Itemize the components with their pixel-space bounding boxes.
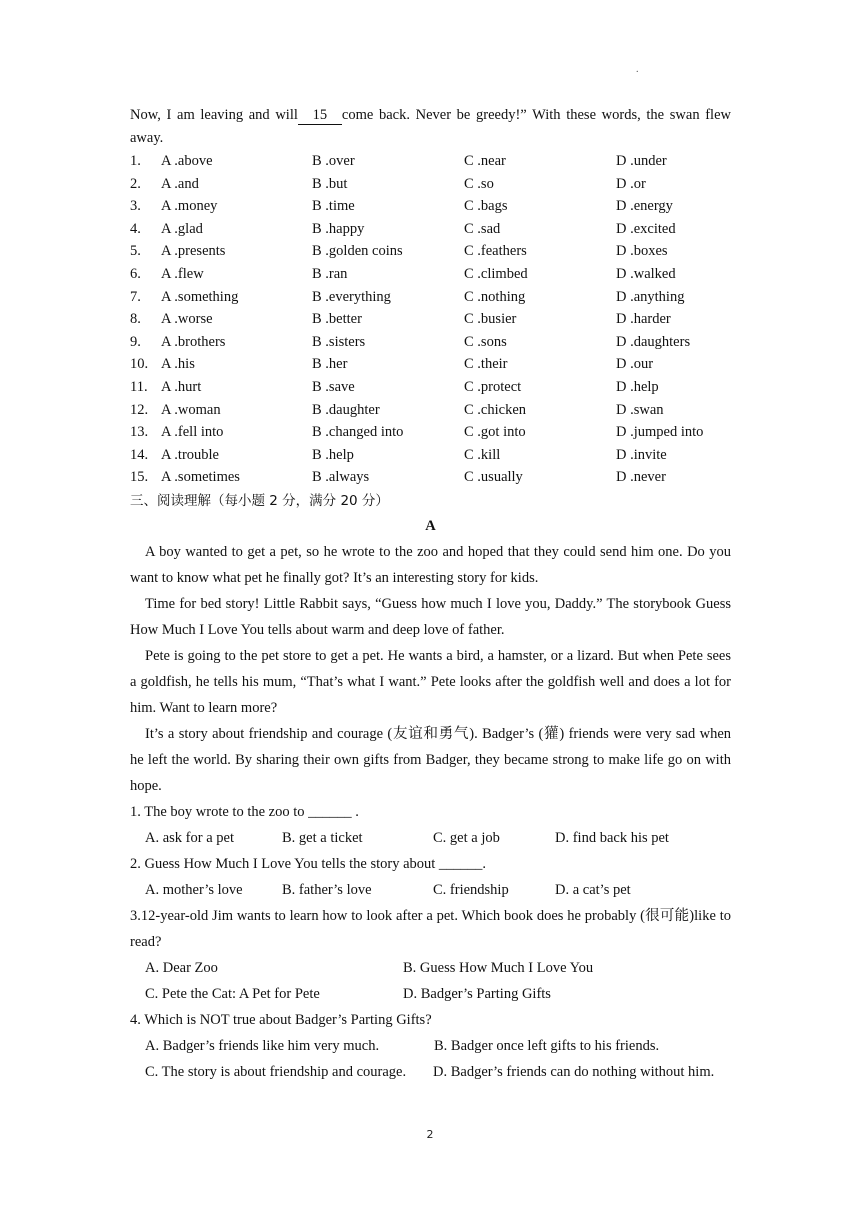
option-choice: B .everything [312, 288, 391, 305]
question-stem: 3.12-year-old Jim wants to learn how to look after a pet. Which book does he probably (很可能)like to read? [130, 907, 731, 950]
option-row [130, 331, 731, 354]
option-choice: B .changed into [312, 424, 404, 441]
option-choice: A .sometimes [161, 469, 240, 486]
option-row [130, 218, 731, 241]
option-choice: C .feathers [464, 243, 527, 260]
question-stem: 2. Guess How Much I Love You tells the story about ______. [130, 855, 487, 872]
option-choice: A .brothers [161, 333, 226, 350]
option-choice: C .nothing [464, 288, 526, 305]
answer-option: B. father’s love [282, 881, 372, 898]
answer-row [130, 877, 731, 903]
question-number: 6. [130, 265, 141, 282]
option-choice: B .help [312, 446, 354, 463]
question-number: 9. [130, 333, 141, 350]
option-choice: B .always [312, 469, 370, 486]
answer-row [130, 981, 731, 1007]
answer-option: C. The story is about friendship and courage. [145, 1063, 407, 1080]
question-stem: 1. The boy wrote to the zoo to ______ . [130, 803, 359, 820]
option-choice: B .ran [312, 265, 348, 282]
option-choice: B .save [312, 378, 355, 395]
option-choice: D .help [616, 378, 659, 395]
question-number: 13. [130, 424, 149, 441]
answer-option: C. friendship [433, 881, 509, 898]
option-choice: C .usually [464, 469, 523, 486]
option-choice: C .sons [464, 333, 507, 350]
cloze-ending-paragraph [130, 104, 731, 150]
answer-option: A. mother’s love [145, 881, 243, 898]
option-choice: D .or [616, 175, 646, 192]
option-choice: C .protect [464, 378, 522, 395]
option-choice: B .sisters [312, 333, 366, 350]
option-row [130, 173, 731, 196]
option-choice: D .walked [616, 265, 676, 282]
option-choice: D .excited [616, 220, 676, 237]
answer-option: A. Dear Zoo [145, 959, 218, 976]
question-number: 3. [130, 198, 141, 215]
option-choice: A .and [161, 175, 199, 192]
option-choice: C .so [464, 175, 494, 192]
option-row [130, 240, 731, 263]
option-choice: D .invite [616, 446, 667, 463]
option-choice: D .our [616, 356, 654, 373]
answer-option: B. Guess How Much I Love You [403, 959, 594, 976]
option-choice: B .daughter [312, 401, 380, 418]
answer-option: D. Badger’s Parting Gifts [403, 985, 551, 1002]
answer-option: D. Badger’s friends can do nothing without him. [433, 1063, 715, 1080]
option-choice: A .fell into [161, 424, 224, 441]
question-number: 7. [130, 288, 141, 305]
answer-option: A. Badger’s friends like him very much. [145, 1037, 380, 1054]
answer-option: C. Pete the Cat: A Pet for Pete [145, 985, 320, 1002]
option-choice: B .better [312, 311, 362, 328]
question-number: 5. [130, 243, 141, 260]
option-row [130, 444, 731, 467]
passage-paragraph: It’s a story about friendship and courage (友谊和勇气). Badger’s (獾) friends were very sad when he left the world. By sharing their own gifts from Badger, they became strong to make life go on with hope. [130, 725, 731, 794]
option-choice: C .near [464, 153, 506, 169]
answer-option: A. ask for a pet [145, 829, 234, 846]
option-choice: B .golden coins [312, 243, 403, 260]
option-row [130, 195, 731, 218]
answer-option: D. find back his pet [555, 829, 669, 846]
option-choice: A .above [161, 153, 213, 169]
option-row [130, 421, 731, 444]
option-row [130, 466, 731, 489]
passage-label: A [425, 517, 436, 534]
option-row [130, 353, 731, 376]
option-row [130, 286, 731, 309]
option-choice: D .under [616, 153, 667, 169]
option-choice: C .got into [464, 424, 526, 441]
option-choice: D .never [616, 469, 666, 486]
document-page [130, 104, 731, 1085]
option-choice: D .anything [616, 288, 685, 305]
question-number: 2. [130, 175, 141, 192]
option-choice: A .flew [161, 265, 204, 282]
option-choice: D .swan [616, 401, 664, 418]
intro-text-after: come back. Never be greedy!” With these words, the swan flew away. [130, 107, 731, 146]
passage-paragraph: Pete is going to the pet store to get a pet. He wants a bird, a hamster, or a lizard. But when Pete sees a goldfish, he tells his mum, “That’s what I want.” Pete looks after the goldfish well and does a lot for him. Want to learn more? [130, 647, 731, 716]
option-choice: D .daughters [616, 333, 691, 350]
header-mark: . [636, 64, 639, 75]
option-choice: B .happy [312, 220, 365, 237]
question-stem: 4. Which is NOT true about Badger’s Parting Gifts? [130, 1011, 432, 1028]
passage-paragraph: A boy wanted to get a pet, so he wrote to the zoo and hoped that they could send him one. Do you want to know what pet he finally got? It’s an interesting story for kids. [130, 543, 731, 586]
answer-row [130, 825, 731, 851]
question-number: 10. [130, 356, 149, 373]
cloze-options-list [130, 150, 731, 489]
question-number: 11. [130, 378, 148, 395]
option-choice: A .his [161, 356, 195, 373]
option-choice: D .boxes [616, 243, 668, 260]
option-choice: A .something [161, 288, 239, 305]
answer-option: D. a cat’s pet [555, 881, 631, 898]
option-choice: D .energy [616, 198, 673, 215]
intro-text-before: Now, I am leaving and will [130, 107, 298, 123]
answer-option: B. Badger once left gifts to his friends. [434, 1037, 660, 1054]
question-number: 8. [130, 311, 141, 328]
option-choice: B .her [312, 356, 348, 373]
question-number: 1. [130, 153, 141, 169]
section-3-title: 三、阅读理解（每小题 2 分，满分 20 分） [130, 492, 389, 509]
option-choice: C .bags [464, 198, 508, 215]
option-choice: A .hurt [161, 378, 202, 395]
option-choice: C .climbed [464, 265, 528, 282]
option-choice: B .over [312, 153, 355, 169]
question-number: 14. [130, 446, 149, 463]
option-row [130, 150, 731, 173]
option-choice: C .sad [464, 220, 501, 237]
option-choice: A .money [161, 198, 218, 215]
question-number: 15. [130, 469, 149, 486]
option-row [130, 376, 731, 399]
page-number: 2 [426, 1128, 434, 1141]
option-choice: B .but [312, 175, 348, 192]
option-choice: B .time [312, 198, 355, 215]
option-row [130, 263, 731, 286]
option-choice: A .trouble [161, 446, 219, 463]
answer-row [130, 955, 731, 981]
question-number: 4. [130, 220, 141, 237]
option-row [130, 399, 731, 422]
option-choice: A .woman [161, 401, 221, 418]
answer-row [130, 1059, 731, 1085]
blank-15: 15 [298, 106, 342, 125]
answer-option: B. get a ticket [282, 829, 363, 846]
option-row [130, 308, 731, 331]
question-number: 12. [130, 401, 149, 418]
option-choice: C .their [464, 356, 508, 373]
option-choice: A .presents [161, 243, 226, 260]
option-choice: D .jumped into [616, 424, 704, 441]
option-choice: A .worse [161, 311, 213, 328]
option-choice: C .chicken [464, 401, 527, 418]
option-choice: A .glad [161, 220, 203, 237]
passage-paragraph: Time for bed story! Little Rabbit says, “Guess how much I love you, Daddy.” The storybook Guess How Much I Love You tells about warm and deep love of father. [130, 595, 731, 638]
option-choice: C .busier [464, 311, 517, 328]
answer-option: C. get a job [433, 829, 500, 846]
option-choice: D .harder [616, 311, 671, 328]
option-choice: C .kill [464, 446, 501, 463]
answer-row [130, 1033, 731, 1059]
